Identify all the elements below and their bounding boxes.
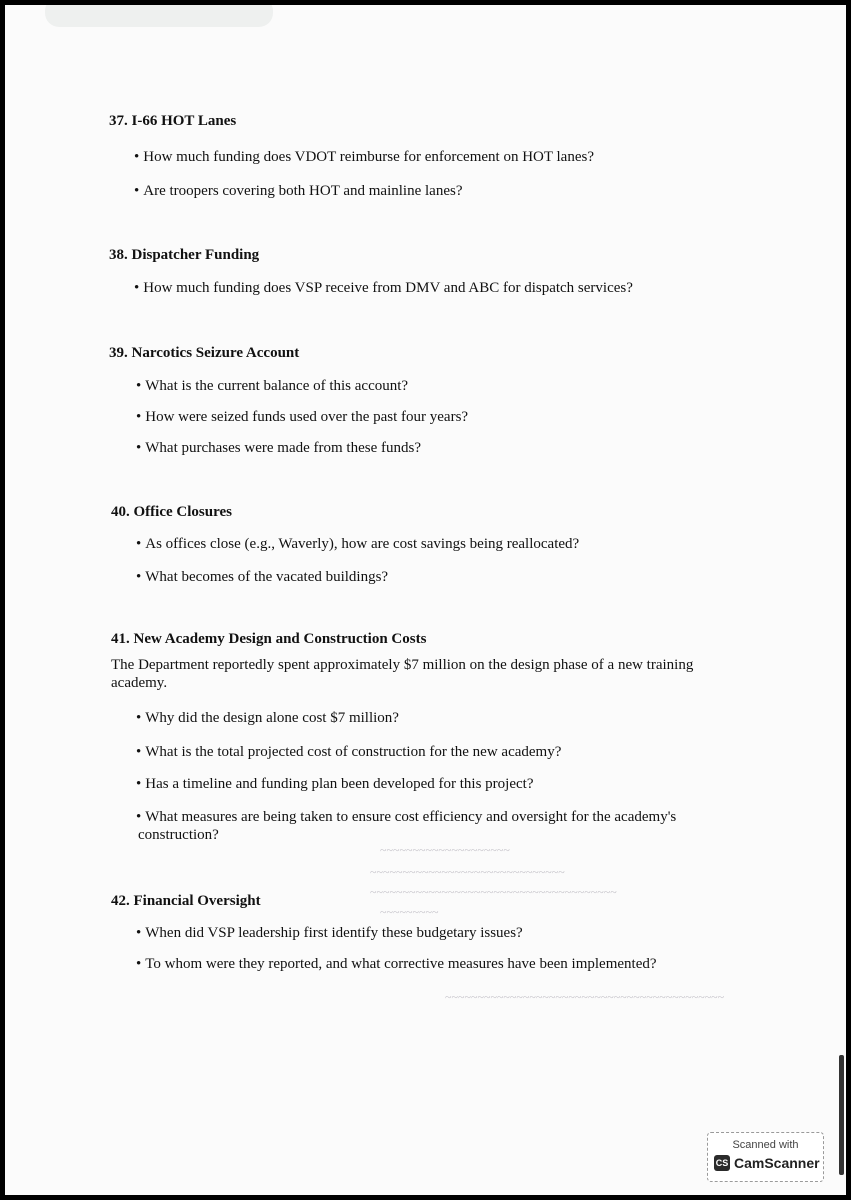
bleed-through-text: ~~~~~~~~~ <box>380 905 439 919</box>
list-item: • To whom were they reported, and what corrective measures have been implemented? <box>136 956 657 972</box>
section-heading-39: 39. Narcotics Seizure Account <box>109 345 300 361</box>
list-item: • How much funding does VSP receive from DMV and ABC for dispatch services? <box>134 280 633 296</box>
bleed-through-text: ~~~~~~~~~~~~~~~~~~~~~~~~~~~~~~~~~~~~~~ <box>370 885 617 899</box>
section-paragraph: The Department reportedly spent approximately $7 million on the design phase of a new training academy. <box>111 657 694 691</box>
list-item: • As offices close (e.g., Waverly), how are cost savings being reallocated? <box>136 536 580 552</box>
list-item: • Why did the design alone cost $7 million? <box>136 710 399 726</box>
list-item: • What is the current balance of this account? <box>136 378 409 394</box>
list-item: • Has a timeline and funding plan been developed for this project? <box>136 776 534 792</box>
section-heading-40: 40. Office Closures <box>111 504 232 520</box>
camscanner-logo-icon: CS <box>714 1155 730 1171</box>
bleed-through-text: ~~~~~~~~~~~~~~~~~~~~~~~~~~~~~~ <box>370 865 565 879</box>
section-heading-38: 38. Dispatcher Funding <box>109 247 260 263</box>
bleed-through-text: ~~~~~~~~~~~~~~~~~~~~ <box>380 843 510 857</box>
bleed-through-text: ~~~~~~~~~~~~~~~~~~~~~~~~~~~~~~~~~~~~~~~~~~~ <box>445 990 725 1004</box>
list-item: • Are troopers covering both HOT and mainline lanes? <box>134 183 463 199</box>
list-item-continuation: construction? <box>138 827 219 843</box>
section-heading-42: 42. Financial Oversight <box>111 893 261 909</box>
section-heading-37: 37. I-66 HOT Lanes <box>109 113 237 129</box>
watermark-brand-name: CamScanner <box>734 1155 820 1171</box>
list-item: • When did VSP leadership first identify these budgetary issues? <box>136 925 523 941</box>
scanned-page <box>5 5 846 1195</box>
section-heading-41: 41. New Academy Design and Construction Costs <box>111 631 427 647</box>
list-item: • What becomes of the vacated buildings? <box>136 569 389 585</box>
watermark-caption: Scanned with <box>732 1139 799 1151</box>
list-item: • What measures are being taken to ensure cost efficiency and oversight for the academy's <box>136 809 677 825</box>
watermark-brand <box>714 1155 820 1171</box>
scroll-indicator <box>839 1055 844 1175</box>
camscanner-watermark <box>707 1132 824 1182</box>
top-overlay-bar <box>45 5 273 27</box>
list-item: • What is the total projected cost of construction for the new academy? <box>136 744 562 760</box>
list-item: • How were seized funds used over the past four years? <box>136 409 469 425</box>
list-item: • How much funding does VDOT reimburse for enforcement on HOT lanes? <box>134 149 594 165</box>
list-item: • What purchases were made from these funds? <box>136 440 421 456</box>
